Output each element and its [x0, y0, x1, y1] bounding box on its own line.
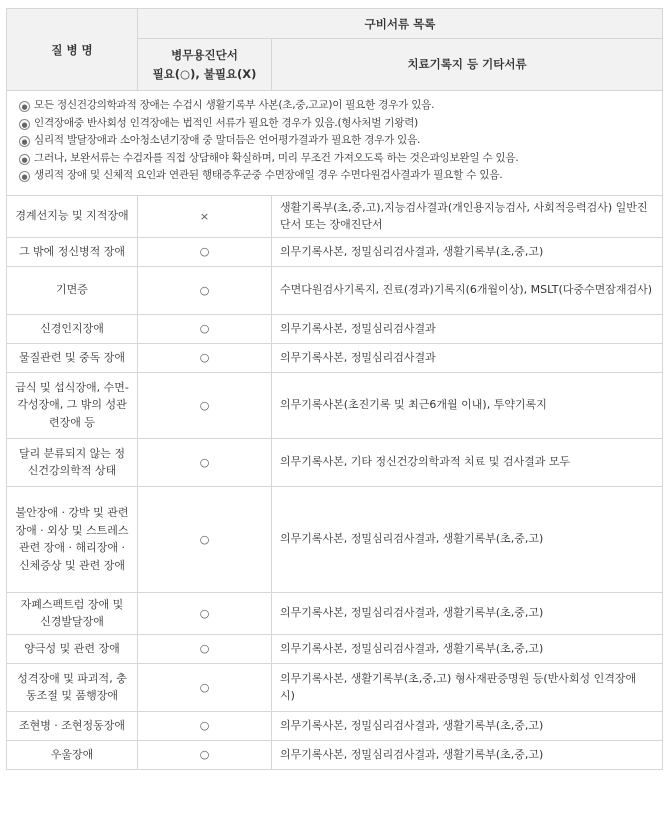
- note-text: 그러나, 보완서류는 수검자를 직접 상담해야 확실하며, 미리 무조건 가져오도록 하는 것은과잉보완일 수 있음.: [34, 151, 519, 164]
- table-row: [7, 343, 663, 372]
- certificate-header-line1: 병무용진단서: [171, 48, 238, 63]
- certificate-required-cell: ○: [138, 314, 272, 343]
- other-documents-cell: 의무기록사본, 정밀심리검사결과, 생활기록부(초,중,고): [272, 237, 663, 266]
- table-row: [7, 372, 663, 438]
- disease-name-cell: 신경인지장애: [7, 314, 138, 343]
- other-documents-cell: 의무기록사본, 정밀심리검사결과: [272, 343, 663, 372]
- disease-name-cell: 물질관련 및 중독 장애: [7, 343, 138, 372]
- other-documents-cell: 의무기록사본, 정밀심리검사결과, 생활기록부(초,중,고): [272, 740, 663, 769]
- table-row: [7, 266, 663, 314]
- note-item: [19, 97, 654, 115]
- note-text: 모든 정신건강의학과적 장애는 수검시 생활기록부 사본(초,중,고교)이 필요한 경우가 있음.: [34, 99, 435, 111]
- disease-name-cell: 급식 및 섭식장애, 수면-각성장애, 그 밖의 성관련장애 등: [7, 372, 138, 438]
- table-row: [7, 486, 663, 592]
- certificate-required-header: [138, 39, 272, 91]
- circle-bullet-icon: ●: [19, 136, 30, 147]
- certificate-required-cell: ○: [138, 663, 272, 711]
- note-item: [19, 115, 654, 133]
- disease-name-cell: 성격장애 및 파괴적, 충동조절 및 품행장애: [7, 663, 138, 711]
- certificate-required-cell: ○: [138, 486, 272, 592]
- other-documents-cell: 의무기록사본, 생활기록부(초,중,고) 형사재판증명원 등(반사회성 인격장애 시): [272, 663, 663, 711]
- table-row: [7, 314, 663, 343]
- disease-name-cell: 달리 분류되지 않는 정신건강의학적 상태: [7, 438, 138, 486]
- table-row: [7, 711, 663, 740]
- table-row: [7, 592, 663, 634]
- note-text: 심리적 발달장애과 소아청소년기장애 중 말더듬은 언어평가결과가 필요한 경우가 있음.: [34, 134, 421, 146]
- table-row: [7, 663, 663, 711]
- disease-name-header: 질 병 명: [7, 9, 138, 91]
- document-table-wrapper: [6, 8, 662, 770]
- table-row: [7, 237, 663, 266]
- disease-name-cell: 우울장애: [7, 740, 138, 769]
- disease-name-cell: 불안장애 · 강박 및 관련 장애 · 외상 및 스트레스 관련 장애 · 해리장애 · 신체증상 및 관련 장애: [7, 486, 138, 592]
- certificate-required-cell: ○: [138, 711, 272, 740]
- other-documents-header: 치료기록지 등 기타서류: [272, 39, 663, 91]
- table-row: [7, 634, 663, 663]
- other-documents-cell: 의무기록사본, 정밀심리검사결과, 생활기록부(초,중,고): [272, 711, 663, 740]
- table-row: [7, 438, 663, 486]
- circle-bullet-icon: ●: [19, 101, 30, 112]
- disease-name-cell: 경계선지능 및 지적장애: [7, 195, 138, 237]
- certificate-required-cell: ○: [138, 592, 272, 634]
- certificate-required-cell: ×: [138, 195, 272, 237]
- notes-section: [7, 91, 663, 196]
- disease-name-cell: 기면증: [7, 266, 138, 314]
- other-documents-cell: 의무기록사본(초진기록 및 최근6개월 이내), 투약기록지: [272, 372, 663, 438]
- other-documents-cell: 의무기록사본, 기타 정신건강의학과적 치료 및 검사결과 모두: [272, 438, 663, 486]
- note-text: 생리적 장애 및 신체적 요인과 연관된 행태증후군중 수면장애일 경우 수면다원검사결과가 필요할 수 있음.: [34, 169, 503, 181]
- other-documents-cell: 수면다원검사기록지, 진료(경과)기록지(6개월이상), MSLT(다중수면잠재검사): [272, 266, 663, 314]
- disease-name-cell: 양극성 및 관련 장애: [7, 634, 138, 663]
- certificate-required-cell: ○: [138, 634, 272, 663]
- certificate-required-cell: ○: [138, 372, 272, 438]
- table-header: [7, 9, 663, 91]
- documents-group-header: 구비서류 목록: [138, 9, 663, 39]
- note-item: [19, 150, 654, 168]
- certificate-required-cell: ○: [138, 740, 272, 769]
- certificate-required-cell: ○: [138, 266, 272, 314]
- other-documents-cell: 의무기록사본, 정밀심리검사결과, 생활기록부(초,중,고): [272, 486, 663, 592]
- certificate-required-cell: ○: [138, 438, 272, 486]
- note-text: 인격장애중 반사회성 인격장애는 법적인 서류가 필요한 경우가 있음.(형사처벌 기왕력): [34, 116, 419, 129]
- table-row: [7, 195, 663, 237]
- circle-bullet-icon: ●: [19, 171, 30, 182]
- disease-name-cell: 조현병 · 조현정동장애: [7, 711, 138, 740]
- other-documents-cell: 생활기록부(초,중,고),지능검사결과(개인용지능검사, 사회적응력검사) 일반진단서 또는 장애진단서: [272, 195, 663, 237]
- certificate-required-cell: ○: [138, 237, 272, 266]
- disease-rows: [7, 195, 663, 769]
- required-documents-table: [6, 8, 663, 770]
- notes-list: [19, 97, 654, 185]
- note-item: [19, 132, 654, 150]
- other-documents-cell: 의무기록사본, 정밀심리검사결과: [272, 314, 663, 343]
- other-documents-cell: 의무기록사본, 정밀심리검사결과, 생활기록부(초,중,고): [272, 634, 663, 663]
- other-documents-cell: 의무기록사본, 정밀심리검사결과, 생활기록부(초,중,고): [272, 592, 663, 634]
- notes-cell: [7, 91, 663, 196]
- certificate-required-cell: ○: [138, 343, 272, 372]
- disease-name-cell: 자폐스펙트럼 장애 및 신경발달장애: [7, 592, 138, 634]
- table-row: [7, 740, 663, 769]
- certificate-header-line2: 필요(○), 불필요(X): [152, 66, 257, 81]
- disease-name-cell: 그 밖에 정신병적 장애: [7, 237, 138, 266]
- note-item: [19, 167, 654, 185]
- circle-bullet-icon: ●: [19, 119, 30, 130]
- circle-bullet-icon: ●: [19, 154, 30, 165]
